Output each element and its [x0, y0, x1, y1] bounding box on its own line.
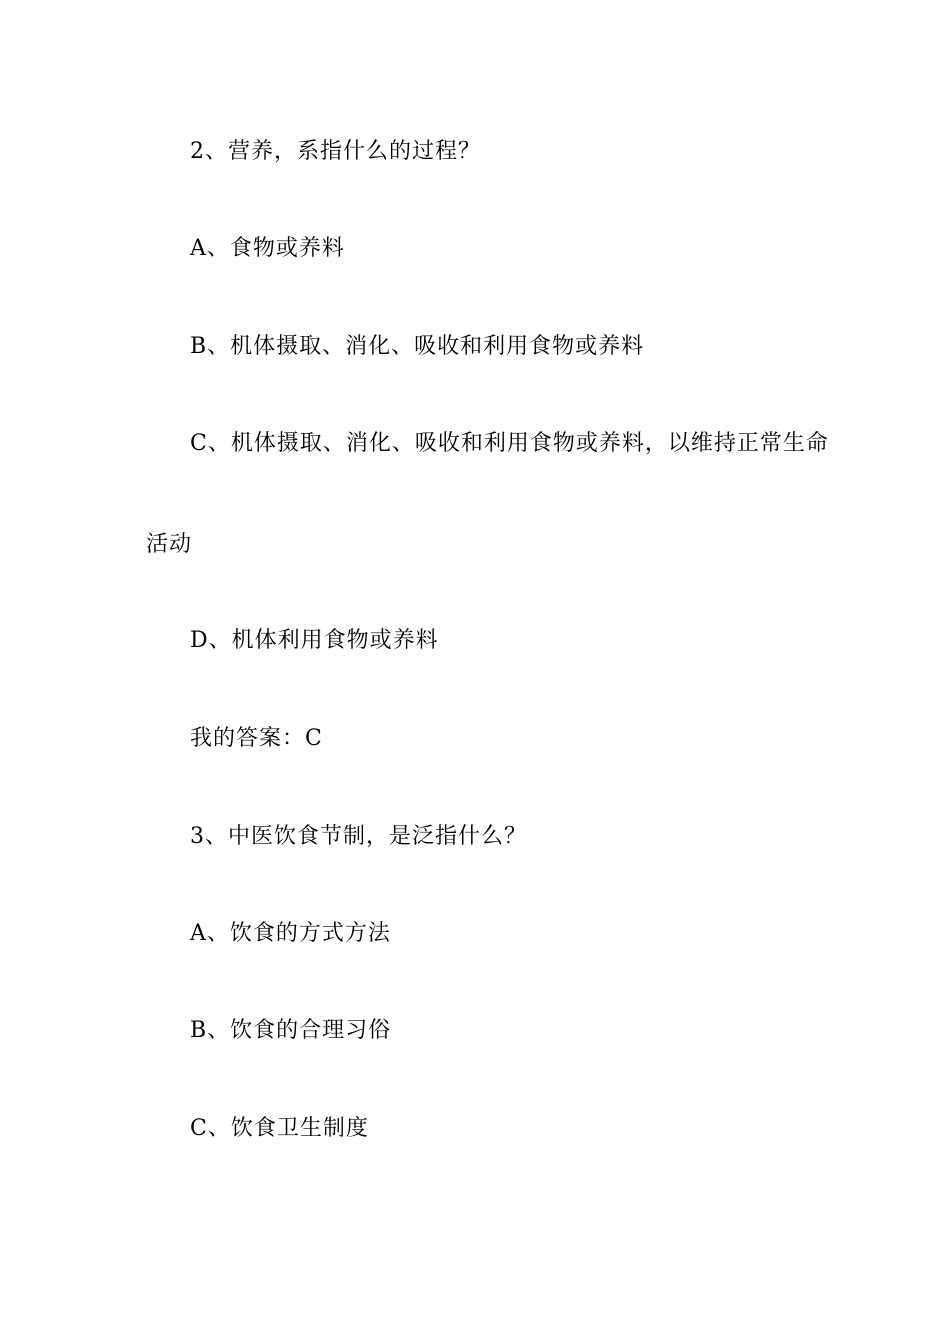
- question-2-option-a: A、食物或养料: [190, 236, 345, 261]
- question-2-option-c-continued: 活动: [146, 532, 193, 557]
- question-2-my-answer: 我的答案：C: [190, 726, 323, 751]
- question-2-option-b: B、机体摄取、消化、吸收和利用食物或养料: [190, 334, 645, 359]
- question-3-option-c: C、饮食卫生制度: [190, 1116, 369, 1141]
- question-3-option-b: B、饮食的合理习俗: [190, 1018, 392, 1043]
- question-2-text: 2、营养，系指什么的过程？: [190, 139, 481, 164]
- question-2-option-c: C、机体摄取、消化、吸收和利用食物或养料，以维持正常生命: [190, 431, 829, 456]
- question-2-option-d: D、机体利用食物或养料: [190, 628, 439, 653]
- question-3-option-a: A、饮食的方式方法: [190, 921, 391, 946]
- question-3-text: 3、中医饮食节制，是泛指什么？: [190, 824, 527, 849]
